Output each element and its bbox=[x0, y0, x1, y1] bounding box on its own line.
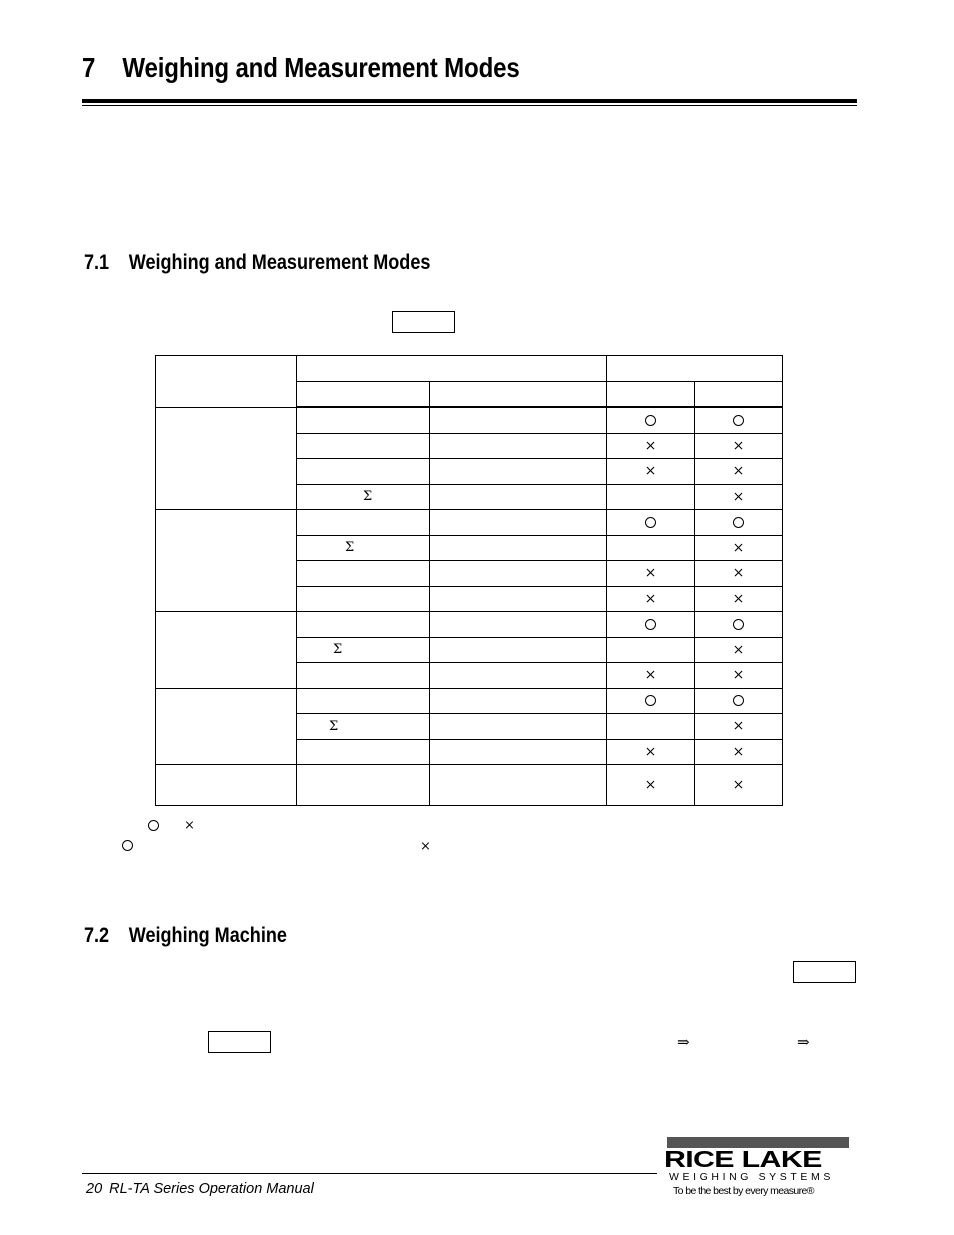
section-7-2-title bbox=[84, 924, 287, 948]
function-cell bbox=[297, 561, 430, 587]
table-row bbox=[156, 688, 783, 714]
header-mode-cell bbox=[156, 356, 297, 408]
description-cell bbox=[430, 433, 607, 459]
mark-cell bbox=[607, 688, 695, 714]
key-button-box bbox=[392, 311, 455, 333]
function-cell bbox=[297, 637, 430, 663]
group-cell bbox=[156, 688, 297, 765]
circle-icon bbox=[733, 619, 744, 630]
cross-icon: × bbox=[732, 437, 745, 454]
mark-cell bbox=[607, 459, 695, 485]
footer-manual-title: RL-TA Series Operation Manual bbox=[109, 1181, 314, 1197]
chapter-title bbox=[82, 52, 520, 84]
mark-cell bbox=[607, 484, 695, 510]
cross-icon: × bbox=[732, 463, 745, 480]
mark-cell bbox=[695, 459, 783, 485]
mark-cell bbox=[695, 765, 783, 806]
description-cell bbox=[430, 561, 607, 587]
table-header-row bbox=[156, 356, 783, 382]
sigma-symbol: Σ bbox=[363, 489, 373, 505]
logo-wordmark: RICE LAKE bbox=[664, 1146, 822, 1172]
function-cell bbox=[297, 663, 430, 689]
circle-icon bbox=[733, 695, 744, 706]
group-cell bbox=[156, 407, 297, 510]
mark-cell bbox=[695, 688, 783, 714]
description-cell bbox=[430, 586, 607, 612]
mark-cell bbox=[607, 561, 695, 587]
function-cell bbox=[297, 586, 430, 612]
mark-cell bbox=[607, 535, 695, 561]
description-cell bbox=[430, 765, 607, 806]
function-cell bbox=[297, 459, 430, 485]
function-cell bbox=[297, 765, 430, 806]
cross-icon: × bbox=[732, 488, 745, 505]
mark-cell bbox=[695, 433, 783, 459]
footer bbox=[86, 1181, 314, 1197]
description-cell bbox=[430, 484, 607, 510]
section-title-text: Weighing Machine bbox=[128, 924, 287, 947]
function-cell bbox=[297, 714, 430, 740]
mark-cell bbox=[695, 714, 783, 740]
key-button-box-3 bbox=[208, 1031, 271, 1053]
function-cell bbox=[297, 407, 430, 433]
legend-cross: × bbox=[184, 818, 195, 833]
table-row bbox=[156, 612, 783, 638]
mark-cell bbox=[607, 739, 695, 765]
function-cell bbox=[297, 739, 430, 765]
mark-cell bbox=[607, 407, 695, 433]
description-cell bbox=[430, 459, 607, 485]
description-cell bbox=[430, 510, 607, 536]
mark-cell bbox=[607, 510, 695, 536]
subheader-cell bbox=[607, 381, 695, 407]
mark-cell bbox=[695, 586, 783, 612]
cross-icon: × bbox=[732, 718, 745, 735]
arrow-right-icon: ⇒ bbox=[677, 1033, 690, 1051]
function-cell bbox=[297, 484, 430, 510]
header-group-cell-2 bbox=[607, 356, 783, 382]
sigma-symbol: Σ bbox=[333, 642, 343, 658]
cross-icon: × bbox=[732, 743, 745, 760]
mark-cell bbox=[607, 433, 695, 459]
mark-cell bbox=[607, 612, 695, 638]
mark-cell bbox=[695, 739, 783, 765]
footer-page-number: 20 bbox=[86, 1181, 103, 1197]
legend-circle-icon bbox=[148, 820, 159, 831]
section-title-text: Weighing and Measurement Modes bbox=[128, 251, 431, 274]
subheader-cell bbox=[695, 381, 783, 407]
cross-icon: × bbox=[732, 565, 745, 582]
mark-cell bbox=[695, 663, 783, 689]
mark-cell bbox=[607, 663, 695, 689]
cross-icon: × bbox=[644, 590, 657, 607]
chapter-number: 7 bbox=[82, 52, 96, 83]
sigma-symbol: Σ bbox=[345, 540, 355, 556]
cross-icon: × bbox=[732, 539, 745, 556]
mark-cell bbox=[607, 637, 695, 663]
table-row bbox=[156, 765, 783, 806]
circle-icon bbox=[645, 415, 656, 426]
function-cell bbox=[297, 510, 430, 536]
mark-cell bbox=[607, 714, 695, 740]
header-group-cell bbox=[297, 356, 607, 382]
mark-cell bbox=[607, 586, 695, 612]
circle-icon bbox=[733, 517, 744, 528]
subheader-cell bbox=[430, 381, 607, 407]
circle-icon bbox=[733, 415, 744, 426]
mark-cell bbox=[695, 561, 783, 587]
cross-icon: × bbox=[732, 590, 745, 607]
cross-icon: × bbox=[732, 777, 745, 793]
sigma-symbol: Σ bbox=[329, 718, 339, 734]
description-cell bbox=[430, 739, 607, 765]
logo-tagline: To be the best by every measure® bbox=[673, 1185, 814, 1197]
legend-cross-2: × bbox=[420, 839, 431, 854]
cross-icon: × bbox=[644, 565, 657, 582]
function-cell bbox=[297, 433, 430, 459]
mark-cell bbox=[695, 407, 783, 433]
section-7-1-title bbox=[84, 251, 430, 275]
cross-icon: × bbox=[644, 463, 657, 480]
mark-cell bbox=[695, 637, 783, 663]
mark-cell bbox=[695, 510, 783, 536]
cross-icon: × bbox=[644, 437, 657, 454]
legend-circle-icon-2 bbox=[122, 840, 133, 851]
description-cell bbox=[430, 637, 607, 663]
function-cell bbox=[297, 612, 430, 638]
cross-icon: × bbox=[732, 667, 745, 684]
cross-icon: × bbox=[644, 777, 657, 793]
logo-subtitle: WEIGHING SYSTEMS bbox=[669, 1171, 834, 1183]
chapter-rule bbox=[82, 99, 857, 103]
cross-icon: × bbox=[644, 743, 657, 760]
arrow-right-icon-2: ⇒ bbox=[797, 1033, 810, 1051]
section-number: 7.2 bbox=[84, 924, 110, 947]
group-cell bbox=[156, 612, 297, 689]
group-cell bbox=[156, 510, 297, 612]
circle-icon bbox=[645, 517, 656, 528]
circle-icon bbox=[645, 695, 656, 706]
cross-icon: × bbox=[732, 641, 745, 658]
table-row bbox=[156, 407, 783, 433]
group-cell bbox=[156, 765, 297, 806]
chapter-title-text: Weighing and Measurement Modes bbox=[122, 52, 520, 83]
chapter-rule-thin bbox=[82, 105, 857, 106]
rice-lake-logo bbox=[664, 1137, 852, 1201]
mark-cell bbox=[607, 765, 695, 806]
key-button-box-2 bbox=[793, 961, 856, 983]
function-cell bbox=[297, 535, 430, 561]
footer-rule bbox=[82, 1173, 657, 1174]
cross-icon: × bbox=[644, 667, 657, 684]
description-cell bbox=[430, 407, 607, 433]
description-cell bbox=[430, 688, 607, 714]
description-cell bbox=[430, 663, 607, 689]
description-cell bbox=[430, 612, 607, 638]
mark-cell bbox=[695, 535, 783, 561]
description-cell bbox=[430, 714, 607, 740]
modes-table bbox=[155, 355, 783, 806]
circle-icon bbox=[645, 619, 656, 630]
function-cell bbox=[297, 688, 430, 714]
section-number: 7.1 bbox=[84, 251, 110, 274]
table-row bbox=[156, 510, 783, 536]
mark-cell bbox=[695, 612, 783, 638]
description-cell bbox=[430, 535, 607, 561]
subheader-cell bbox=[297, 381, 430, 407]
mark-cell bbox=[695, 484, 783, 510]
